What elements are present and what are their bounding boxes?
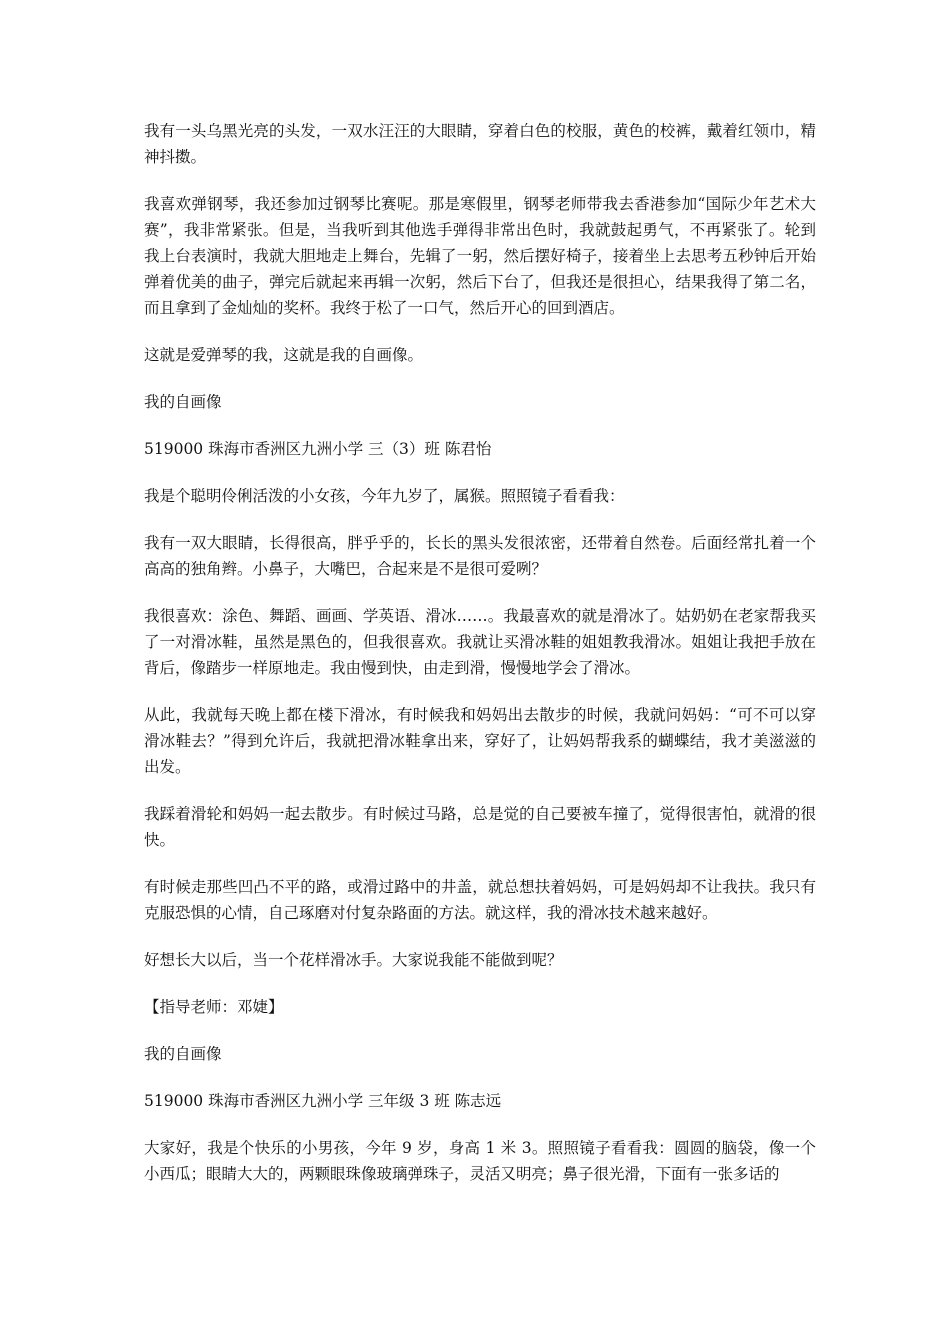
paragraph-boy-intro: 大家好，我是个快乐的小男孩，今年 9 岁，身高 1 米 3。照照镜子看看我：圆圆的脑袋，像一个小西瓜；眼睛大大的，两颗眼珠像玻璃弹珠子，灵活又明亮；鼻子很光滑，下面有一张多话的: [144, 1139, 816, 1183]
paragraph-rough-roads: 有时候走那些凹凸不平的路，或滑过路中的井盖，就总想扶着妈妈，可是妈妈却不让我扶。我只有克服恐惧的心情，自己琢磨对付复杂路面的方法。就这样，我的滑冰技术越来越好。: [144, 878, 816, 922]
paragraph-dream: 好想长大以后，当一个花样滑冰手。大家说我能不能做到呢？: [144, 951, 563, 969]
essay-title: 我的自画像: [144, 1045, 222, 1063]
author-byline: 519000 珠海市香洲区九洲小学 三年级 3 班 陈志远: [144, 1092, 502, 1110]
paragraph-looks: 我有一双大眼睛，长得很高，胖乎乎的，长长的黑头发很浓密，还带着自然卷。后面经常扎着一个高高的独角辫。小鼻子，大嘴巴，合起来是不是很可爱咧？: [144, 534, 816, 578]
paragraph-conclusion: 这就是爱弹琴的我，这就是我的自画像。: [144, 346, 424, 364]
author-byline: 519000 珠海市香洲区九洲小学 三（3）班 陈君怡: [144, 440, 492, 458]
paragraph-evening-skating: 从此，我就每天晚上都在楼下滑冰，有时候我和妈妈出去散步的时候，我就问妈妈：“可不可以穿滑冰鞋去？”得到允许后，我就把滑冰鞋拿出来，穿好了，让妈妈帮我系的蝴蝶结，我才美滋滋的出发。: [144, 706, 816, 776]
paragraph-hobbies: 我很喜欢：涂色、舞蹈、画画、学英语、滑冰……。我最喜欢的就是滑冰了。姑奶奶在老家帮我买了一对滑冰鞋，虽然是黑色的，但我很喜欢。我就让买滑冰鞋的姐姐教我滑冰。姐姐让我把手放在背后，像踏步一样原地走。我由慢到快，由走到滑，慢慢地学会了滑冰。: [144, 607, 816, 677]
teacher-credit: 【指导老师：邓婕】: [144, 998, 284, 1016]
paragraph-piano-contest: 我喜欢弹钢琴，我还参加过钢琴比赛呢。那是寒假里，钢琴老师带我去香港参加“国际少年艺术大赛”，我非常紧张。但是，当我听到其他选手弹得非常出色时，我就鼓起勇气，不再紧张了。轮到我上台表演时，我就大胆地走上舞台，先辑了一躬，然后摆好椅子，接着坐上去思考五秒钟后开始弹着优美的曲子，弹完后就起来再辑一次躬，然后下台了，但我还是很担心，结果我得了第二名，而且拿到了金灿灿的奖杯。我终于松了一口气，然后开心的回到酒店。: [144, 195, 816, 317]
essay-title: 我的自画像: [144, 393, 222, 411]
paragraph-appearance: 我有一头乌黑光亮的头发，一双水汪汪的大眼睛，穿着白色的校服，黄色的校裤，戴着红领巾，精神抖擞。: [144, 122, 816, 166]
paragraph-intro: 我是个聪明伶俐活泼的小女孩，今年九岁了，属猴。照照镜子看看我：: [144, 487, 625, 505]
paragraph-walk: 我踩着滑轮和妈妈一起去散步。有时候过马路，总是觉的自己要被车撞了，觉得很害怕，就滑的很快。: [144, 805, 816, 849]
document-page: [144, 118, 816, 1208]
